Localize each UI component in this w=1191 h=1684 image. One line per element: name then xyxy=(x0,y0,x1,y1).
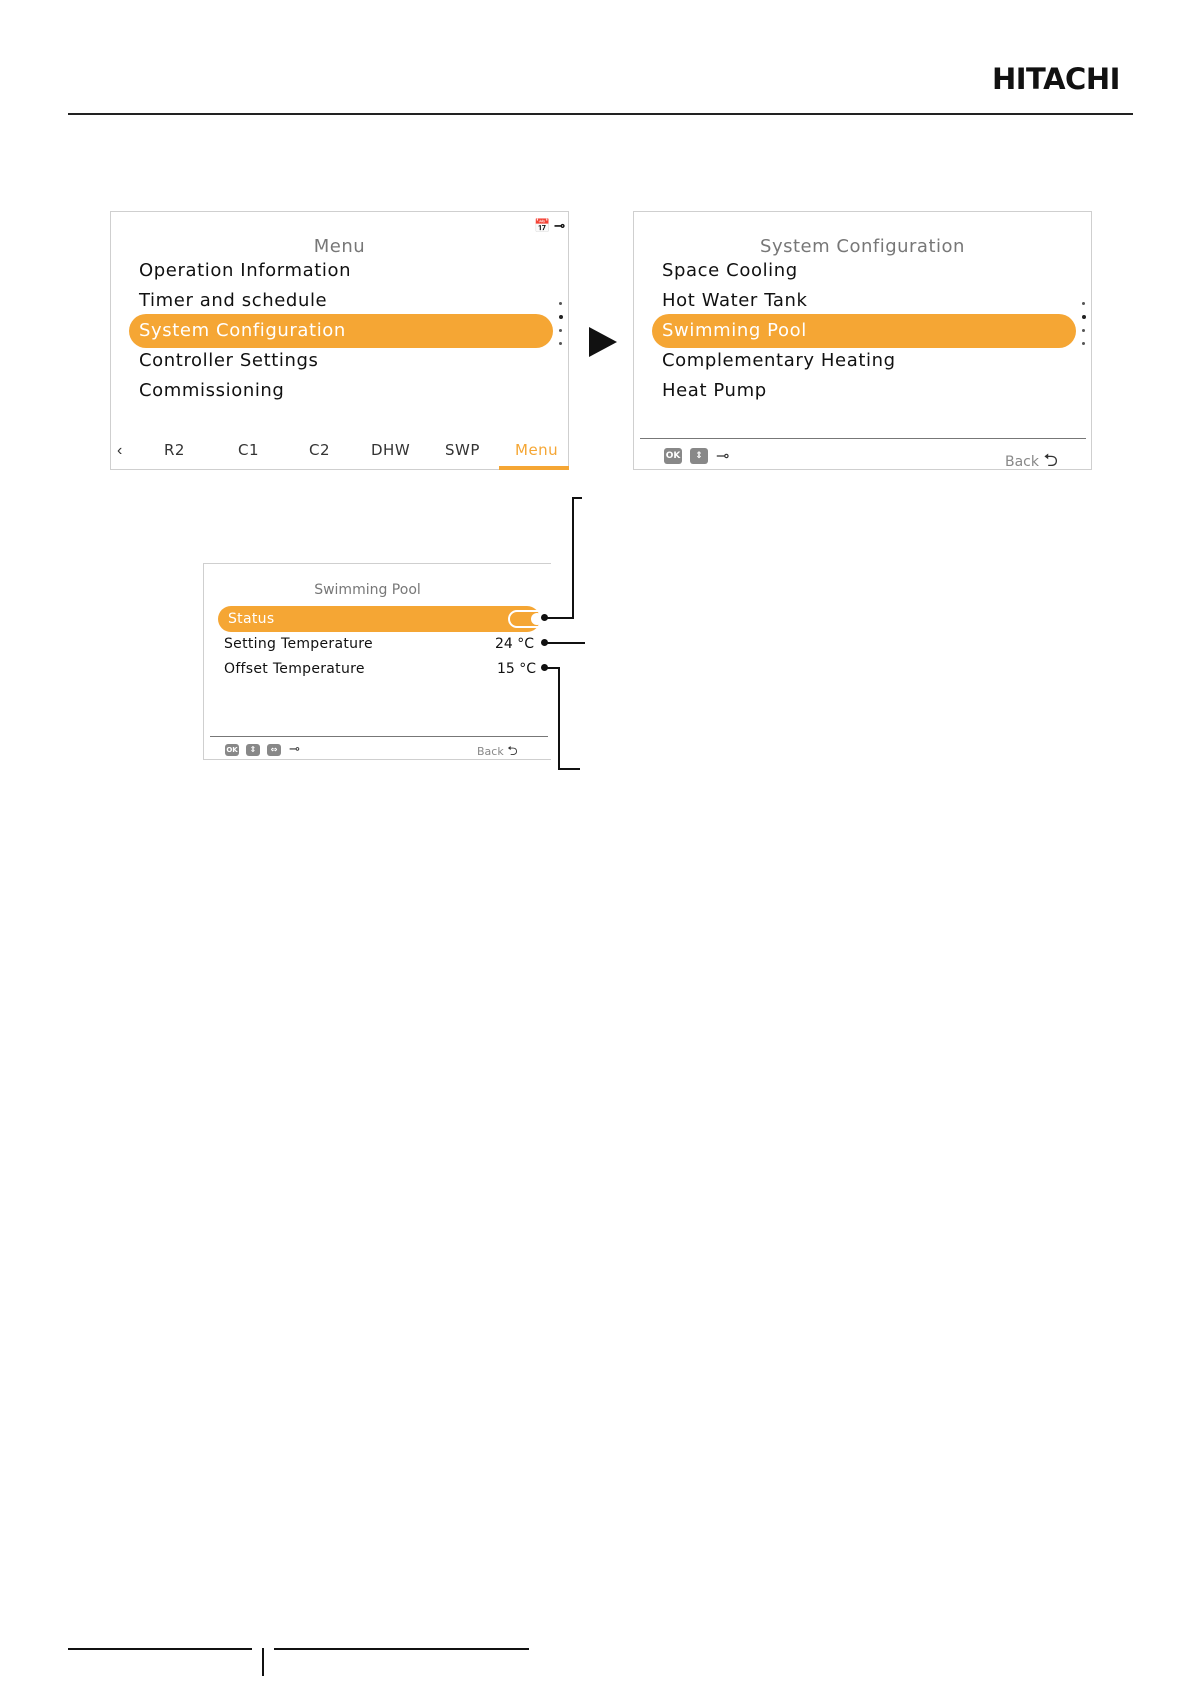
ok-button-icon[interactable]: OK xyxy=(664,448,682,464)
ok-button-icon[interactable]: OK xyxy=(226,746,238,754)
callout-line-offset-temperature xyxy=(558,768,580,770)
back-label: Back xyxy=(477,745,504,758)
back-arrow-icon: ⮌ xyxy=(507,744,518,759)
back-button[interactable] xyxy=(1005,448,1058,478)
menu-screen xyxy=(110,211,569,470)
wrench-icon[interactable]: ⊸ xyxy=(289,741,300,756)
setting-temperature-label: Setting Temperature xyxy=(224,636,373,652)
callout-line-status xyxy=(572,497,574,619)
footer-separator xyxy=(262,1648,264,1676)
status-label: Status xyxy=(228,611,275,627)
system-configuration-screen xyxy=(633,211,1092,470)
system-configuration-title: System Configuration xyxy=(760,236,965,257)
offset-temperature-value[interactable]: 15 °C xyxy=(497,661,537,677)
back-label: Back xyxy=(1005,454,1039,470)
footer-rule-left xyxy=(68,1648,252,1650)
tab-r2[interactable]: R2 xyxy=(164,441,185,459)
next-arrow-icon xyxy=(589,327,617,357)
callout-line-status xyxy=(547,617,573,619)
wrench-icon[interactable]: ⊸ xyxy=(716,448,730,465)
config-item-space-cooling[interactable]: Space Cooling xyxy=(662,260,798,281)
status-row[interactable] xyxy=(218,606,540,632)
chevron-left-icon[interactable]: ‹ xyxy=(117,442,123,459)
up-down-icon[interactable]: ⇕ xyxy=(246,744,260,756)
tab-dhw[interactable]: DHW xyxy=(371,441,411,459)
menu-item-commissioning[interactable]: Commissioning xyxy=(139,380,285,401)
config-item-heat-pump[interactable]: Heat Pump xyxy=(662,380,767,401)
tab-c2[interactable]: C2 xyxy=(309,441,331,459)
footer-divider xyxy=(640,438,1086,439)
offset-temperature-label: Offset Temperature xyxy=(224,661,365,677)
menu-item-system-configuration[interactable]: System Configuration xyxy=(129,314,553,348)
config-item-hot-water-tank[interactable]: Hot Water Tank xyxy=(662,290,808,311)
active-tab-indicator xyxy=(499,466,569,470)
footer-divider xyxy=(210,736,548,737)
tab-c1[interactable]: C1 xyxy=(238,441,260,459)
swimming-pool-screen xyxy=(203,563,551,760)
left-right-icon[interactable]: ⇔ xyxy=(267,744,281,756)
back-arrow-icon: ⮌ xyxy=(1043,450,1058,471)
status-toggle[interactable] xyxy=(508,610,546,628)
status-icons xyxy=(534,218,565,234)
menu-item-operation-information[interactable]: Operation Information xyxy=(139,260,352,281)
footer-rule-right xyxy=(274,1648,529,1650)
callout-line-status xyxy=(572,497,582,499)
tab-menu[interactable]: Menu xyxy=(515,441,559,459)
back-button[interactable] xyxy=(477,742,518,764)
config-item-swimming-pool[interactable]: Swimming Pool xyxy=(652,314,1076,348)
up-down-icon[interactable]: ⇕ xyxy=(690,448,708,464)
tab-bar xyxy=(111,438,568,470)
menu-item-controller-settings[interactable]: Controller Settings xyxy=(139,350,319,371)
menu-item-timer-and-schedule[interactable]: Timer and schedule xyxy=(139,290,328,311)
callout-line-setting-temperature xyxy=(547,642,585,644)
swimming-pool-title: Swimming Pool xyxy=(314,582,421,598)
setting-temperature-value[interactable]: 24 °C xyxy=(495,636,535,652)
config-item-complementary-heating[interactable]: Complementary Heating xyxy=(662,350,896,371)
tab-swp[interactable]: SWP xyxy=(445,441,480,459)
hitachi-logo: HITACHI xyxy=(992,62,1120,96)
wrench-icon: ⊸ xyxy=(554,218,565,233)
menu-title: Menu xyxy=(313,236,366,257)
callout-line-offset-temperature xyxy=(558,667,560,770)
calendar-icon: 📅 xyxy=(534,218,551,233)
header-rule xyxy=(68,113,1133,115)
